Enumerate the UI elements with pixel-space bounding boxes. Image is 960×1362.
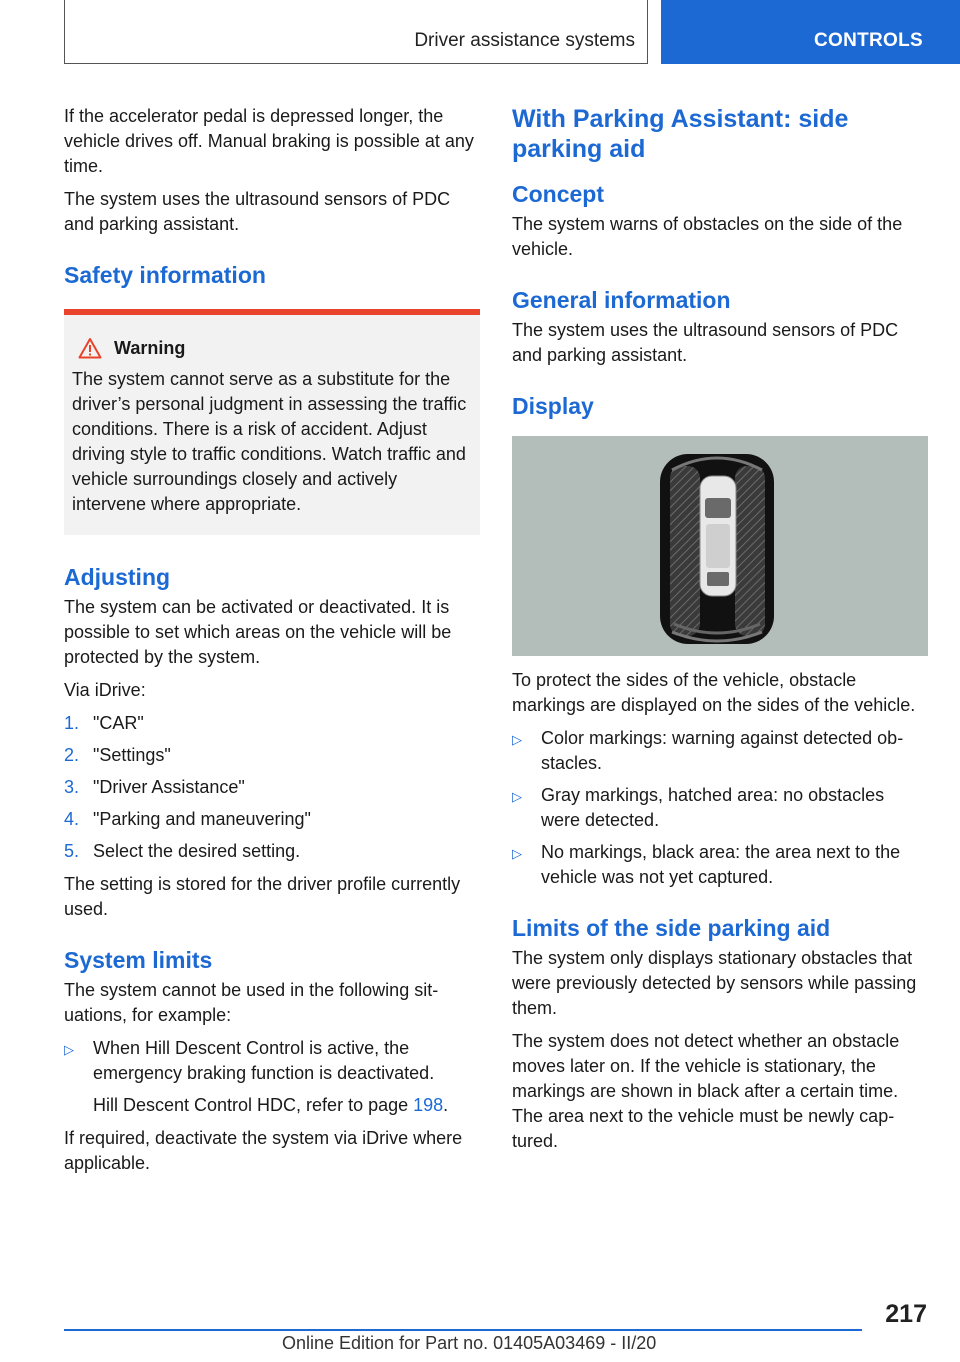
step-number: 1. — [64, 713, 80, 733]
side-aid-limits-text-2: The system does not detect whether an obstacle moves later on. If the vehicle is stationary, the markings are shown in black after a certain time. The area next to the vehicle must be newly captured. — [512, 1031, 900, 1151]
step-text: "Driver Assistance" — [93, 777, 245, 797]
right-column — [512, 104, 928, 1162]
hdc-reference — [93, 1093, 480, 1118]
warning-label: Warning — [114, 337, 186, 358]
list-item — [64, 807, 480, 832]
list-item — [64, 775, 480, 800]
header-section-box — [64, 0, 648, 64]
bullet-text: Gray markings, hatched area: no obstacles were detected. — [541, 785, 885, 830]
bullet-triangle-icon: ▷ — [512, 789, 522, 804]
list-item — [64, 743, 480, 768]
step-text: Select the desired setting. — [93, 841, 301, 861]
list-item — [512, 726, 928, 776]
hdc-ref-text: Hill Descent Control HDC, refer to page — [93, 1095, 414, 1115]
idrive-steps-list — [64, 711, 480, 864]
header-controls-tab[interactable]: CONTROLS — [661, 0, 960, 64]
display-markings-list — [512, 726, 928, 890]
system-limits-text: The system cannot be used in the following situations, for example: — [64, 980, 439, 1025]
via-idrive-text: Via iDrive: — [64, 680, 146, 700]
bullet-content — [93, 1036, 480, 1118]
intro-paragraph-1: If the accelerator pedal is depressed longer, the vehicle drives off. Manual braking is possible at any time. — [64, 106, 474, 176]
stored-text: The setting is stored for the driver profile currently used. — [64, 874, 461, 919]
step-number: 2. — [64, 745, 80, 765]
concept-heading: Concept — [512, 181, 604, 207]
system-limits-heading: System limits — [64, 947, 213, 973]
warning-text: The system cannot serve as a substitute for the driver’s personal judgment in assessing the traffic conditions. There is a risk of accident. Adjust driving style to traffic conditions. Watch traffic and vehicle surroundings closely and actively intervene where appropriate. — [72, 369, 467, 514]
list-item — [64, 1036, 480, 1118]
bullet-text: Color markings: warning against detected obstacles. — [541, 728, 904, 773]
step-text: "CAR" — [93, 713, 144, 733]
display-intro-text: To protect the sides of the vehicle, obstacle markings are displayed on the sides of the vehicle. — [512, 670, 916, 715]
list-item — [64, 839, 480, 864]
footer-divider — [64, 1329, 862, 1331]
adjusting-text: The system can be activated or deactivated. It is possible to set which areas on the vehicle will be protected by the system. — [64, 597, 452, 667]
left-column — [64, 104, 480, 1184]
intro-paragraph-2: The system uses the ultrasound sensors of PDC and parking assistant. — [64, 189, 451, 234]
list-item — [64, 711, 480, 736]
page-ref-link[interactable]: 198 — [413, 1095, 444, 1115]
safety-heading: Safety information — [64, 262, 266, 288]
warning-triangle-icon — [78, 337, 102, 359]
page-number: 217 — [885, 1300, 927, 1328]
side-parking-display-image — [512, 436, 928, 656]
hdc-ref-end: . — [443, 1095, 449, 1115]
list-item — [512, 783, 928, 833]
step-number: 4. — [64, 809, 80, 829]
bullet-text: When Hill Descent Control is active, the emergency braking function is deactivated. — [93, 1038, 435, 1083]
step-number: 3. — [64, 777, 80, 797]
section-title: With Parking Assistant: side parking aid — [512, 105, 849, 163]
footer-edition-text: Online Edition for Part no. 01405A03469 - II/20 — [282, 1333, 657, 1353]
concept-text: The system warns of obstacles on the side of the vehicle. — [512, 214, 903, 259]
system-limits-list — [64, 1036, 480, 1118]
step-number: 5. — [64, 841, 80, 861]
general-info-heading: General information — [512, 287, 731, 313]
step-text: "Settings" — [93, 745, 171, 765]
general-info-text: The system uses the ultrasound sensors of PDC and parking assistant. — [512, 320, 899, 365]
display-heading: Display — [512, 393, 594, 419]
bullet-text: No markings, black area: the area next to the vehicle was not yet captured. — [541, 842, 901, 887]
bullet-triangle-icon: ▷ — [512, 732, 522, 747]
bullet-triangle-icon: ▷ — [64, 1042, 74, 1057]
deactivate-text: If required, deactivate the system via iDrive where applicable. — [64, 1128, 463, 1173]
header-section-title: Driver assistance systems — [414, 30, 635, 51]
step-text: "Parking and maneuvering" — [93, 809, 311, 829]
warning-header — [72, 337, 472, 359]
warning-box — [64, 309, 480, 535]
adjusting-heading: Adjusting — [64, 564, 171, 590]
side-aid-limits-text-1: The system only displays stationary obstacles that were previously detected by sensors while passing them. — [512, 948, 917, 1018]
list-item — [512, 840, 928, 890]
side-aid-limits-heading: Limits of the side parking aid — [512, 915, 831, 941]
bullet-triangle-icon: ▷ — [512, 846, 522, 861]
